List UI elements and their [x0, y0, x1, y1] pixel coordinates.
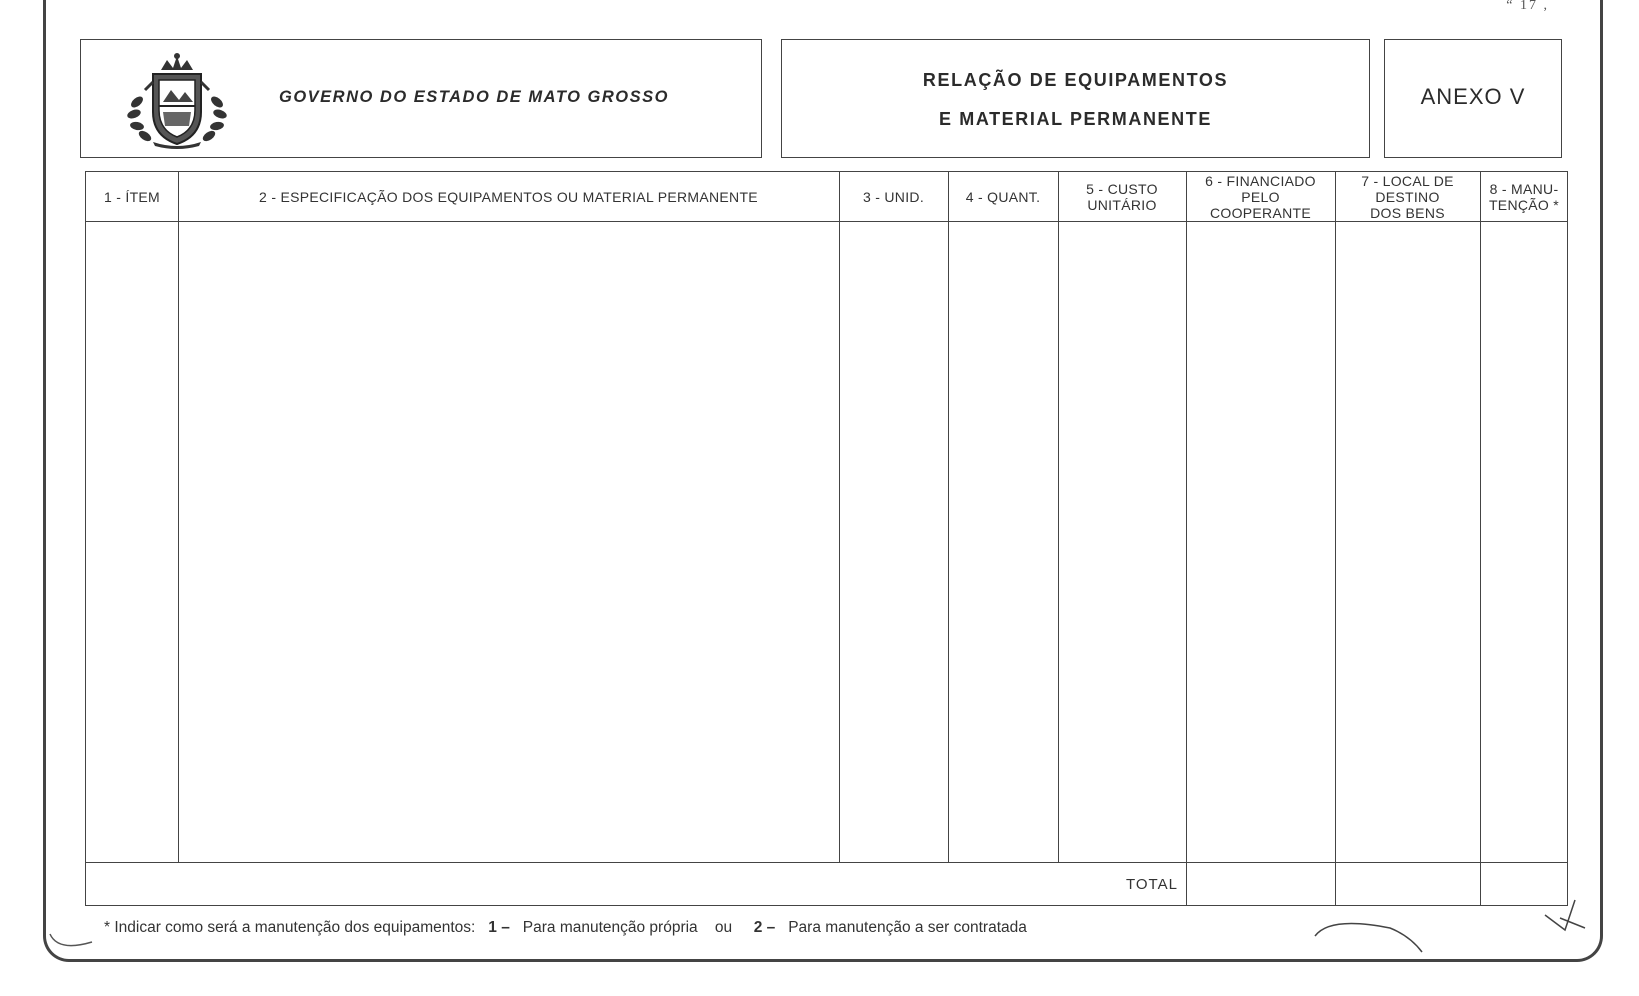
annex-label: ANEXO V [1420, 84, 1526, 109]
maintenance-footnote [104, 919, 1027, 937]
footnote-or: ou [714, 919, 733, 936]
column-divider [1335, 172, 1336, 906]
footnote-option1-text: Para manutenção própria [522, 919, 698, 936]
footnote-option1-number: 1 – [488, 919, 510, 936]
document-title-line2: E MATERIAL PERMANENTE [939, 109, 1212, 129]
column-divider [1480, 172, 1481, 906]
column-divider [948, 172, 949, 862]
coat-of-arms-icon [123, 50, 231, 150]
column-header-specification: 2 - ESPECIFICAÇÃO DOS EQUIPAMENTOS OU MATERIAL PERMANENTE [259, 188, 758, 205]
column-header-maintenance: 8 - MANU- TENÇÃO * [1488, 180, 1560, 213]
header-title-box [781, 39, 1370, 158]
column-header-destination: 7 - LOCAL DE DESTINO DOS BENS [1361, 172, 1454, 221]
total-label: TOTAL [1126, 876, 1178, 893]
total-row [86, 862, 1567, 907]
column-divider [1058, 172, 1059, 862]
column-divider [178, 172, 179, 862]
column-header-quantity: 4 - QUANT. [965, 188, 1041, 205]
column-divider [1186, 172, 1187, 906]
equipment-table [85, 171, 1568, 906]
column-header-item: 1 - ÍTEM [103, 188, 161, 205]
header-annex-box [1384, 39, 1562, 158]
column-header-unit-cost: 5 - CUSTO UNITÁRIO [1086, 180, 1158, 213]
column-header-financed: 6 - FINANCIADO PELO COOPERANTE [1205, 172, 1316, 221]
header-government-box [80, 39, 762, 158]
footnote-prefix: * Indicar como será a manutenção dos equipamentos: [104, 919, 476, 936]
document-title-line1: RELAÇÃO DE EQUIPAMENTOS [922, 70, 1229, 90]
government-title: GOVERNO DO ESTADO DE MATO GROSSO [279, 88, 669, 106]
column-divider [839, 172, 840, 862]
footnote-option2-text: Para manutenção a ser contratada [788, 919, 1027, 936]
column-header-unit: 3 - UNID. [862, 188, 925, 205]
footnote-option2-number: 2 – [753, 919, 776, 936]
page-mark: “ 17 , [1506, 0, 1549, 13]
